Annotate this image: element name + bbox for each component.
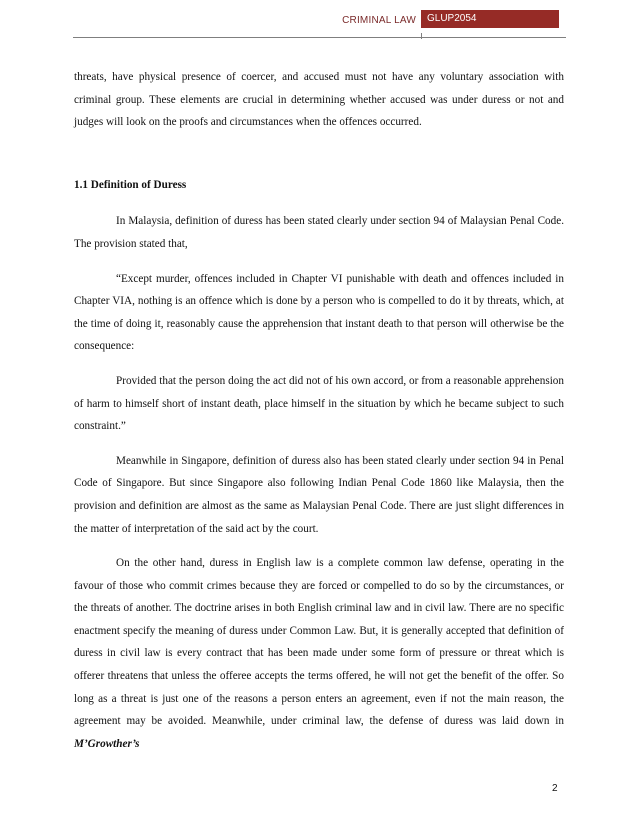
header-divider-tick [421,33,422,39]
case-name: M’Growther’s [74,737,140,750]
section-heading: 1.1 Definition of Duress [74,178,187,191]
paragraph-quote-section-94: “Except murder, offences included in Chapter VI punishable with death and offences included in Chapter VIA, nothing is an offence which is done by a person who is compelled to do it by threats, which, at the time of doing it, reasonably cause the apprehension that instant death to that person will otherwise be the consequence: [74,272,564,353]
paragraph-english-law [74,552,564,755]
header-course-code-badge: GLUP2054 [421,10,559,28]
paragraph-malaysia: In Malaysia, definition of duress has been stated clearly under section 94 of Malaysian Penal Code. The provision stated that, [74,215,564,250]
paragraph-singapore: Meanwhile in Singapore, definition of duress also has been stated clearly under section 94 in Penal Code of Singapore. But since Singapore also following Indian Penal Code 1860 like Malaysia, then the provision and definition are almost as the same as Malaysian Penal Code. There are just slight differences in the matter of interpretation of the said act by the court. [74,454,564,535]
english-law-text: On the other hand, duress in English law is a complete common law defense, operating in the favour of those who commit crimes because they are forced or compelled to do so by the circumstances, or the threats of another. The doctrine arises in both English criminal law and in civil law. There are no specific enactment specify the meaning of duress under Common Law. But, it is generally accepted that definition of duress in civil law is every contract that has been made under some form of pressure or threat which is offerer threatens that unless the offeree accepts the terms offered, he will not get the benefit of the offer. So long as a threat is just one of the reasons a person enters an agreement, even if not the main reason, the agreement may be avoided. Meanwhile, under criminal law, the defense of duress was laid down in [74,557,564,728]
paragraph-intro: threats, have physical presence of coercer, and accused must not have any voluntary association with criminal group. These elements are crucial in determining whether accused was under duress or not and judges will look on the proofs and circumstances when the offences occurred. [74,71,564,129]
document-body [74,66,564,767]
page-number: 2 [552,783,558,794]
paragraph-quote-proviso: Provided that the person doing the act did not of his own accord, or from a reasonable apprehension of harm to himself short of instant death, place himself in the situation by which he became subject to such constraint.” [74,374,564,433]
header-course-title: CRIMINAL LAW [342,15,416,26]
header-divider [73,37,566,38]
